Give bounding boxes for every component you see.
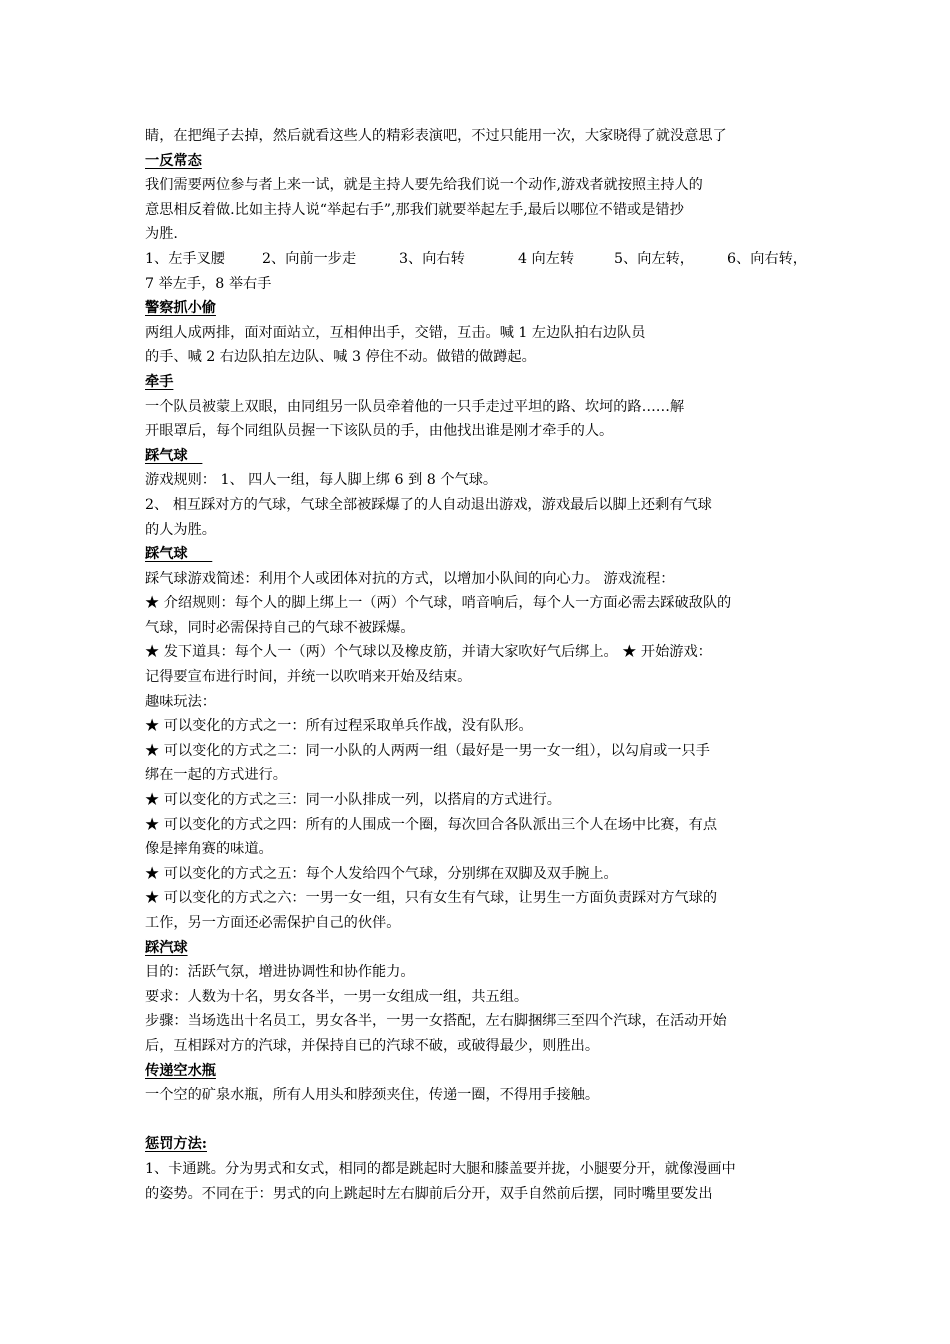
intro-line: 睛，在把绳子去掉，然后就看这些人的精彩表演吧，不过只能用一次，大家晓得了就没意思了 — [145, 128, 727, 144]
paragraph-line: ★ 介绍规则：每个人的脚上绑上一（两）个气球，哨音响后，每个人一方面必需去踩破敌队的 — [145, 595, 732, 612]
paragraph-line: ★ 发下道具：每个人一（两）个气球以及橡皮筋，并请大家吹好气后绑上。 ★ 开始游戏： — [145, 644, 712, 661]
paragraph-line: ★ 可以变化的方式之二：同一小队的人两两一组（最好是一男一女一组），以勾肩或一只手 — [145, 742, 710, 759]
paragraph-line: 游戏规则： 1、 四人一组，每人脚上绑 6 到 8 个气球。 — [145, 472, 498, 489]
paragraph-line: 的手、喊 2 右边队拍左边队、喊 3 停住不动。做错的做蹲起。 — [145, 349, 536, 366]
option-item: 3、向右转 — [399, 250, 465, 267]
paragraph-line: 的姿势。不同在于：男式的向上跳起时左右脚前后分开，双手自然前后摆，同时嘴里要发出 — [145, 1185, 713, 1202]
option-item: 6、向右转， — [727, 250, 807, 267]
option-item: 4 向左转 — [518, 250, 575, 267]
paragraph-line: 工作，另一方面还必需保护自己的伙伴。 — [145, 915, 401, 931]
section-title-caiqiqiu-3: 踩汽球 — [145, 939, 188, 956]
blank-line — [145, 1108, 807, 1133]
section-title-yifanchangtai: 一反常态 — [145, 152, 202, 169]
section-title-jingchazhuaxiaotou: 警察抓小偷 — [145, 300, 216, 317]
paragraph-line: ★ 可以变化的方式之六：一男一女一组，只有女生有气球，让男生一方面负责踩对方气球的 — [145, 890, 718, 907]
paragraph-line: 要求：人数为十名，男女各半，一男一女组成一组，共五组。 — [145, 988, 529, 1005]
options-line — [145, 247, 807, 272]
paragraph-line: ★ 可以变化的方式之三：同一小队排成一列，以搭肩的方式进行。 — [145, 792, 561, 809]
paragraph-line: 步骤：当场选出十名员工，男女各半，一男一女搭配，左右脚捆绑三至四个汽球，在活动开始 — [145, 1013, 727, 1030]
paragraph-line: 1、卡通跳。分为男式和女式，相同的都是跳起时大腿和膝盖要并拢，小腿要分开，就像漫画中 — [145, 1160, 736, 1177]
paragraph-line: 一个队员被蒙上双眼，由同组另一队员牵着他的一只手走过平坦的路、坎坷的路……解 — [145, 398, 685, 415]
option-item: 1、左手叉腰 — [145, 250, 225, 267]
paragraph-line: 后，互相踩对方的汽球，并保持自已的汽球不破，或破得最少，则胜出。 — [145, 1037, 600, 1054]
section-title-chengfa: 惩罚方法: — [145, 1136, 207, 1153]
document-page — [145, 124, 807, 1206]
paragraph-line: 绑在一起的方式进行。 — [145, 767, 287, 784]
paragraph-line: 开眼罩后，每个同组队员握一下该队员的手，由他找出谁是刚才牵手的人。 — [145, 423, 614, 440]
paragraph-line: 意思相反着做.比如主持人说“举起右手”,那我们就要举起左手,最后以哪位不错或是错抄 — [145, 201, 684, 218]
paragraph-line: 踩气球游戏简述：利用个人或团体对抗的方式，以增加小队间的向心力。 游戏流程： — [145, 570, 675, 587]
section-title-caiqiqiu-1: 踩气球 — [145, 447, 203, 464]
paragraph-line: ★ 可以变化的方式之四：所有的人围成一个圈，每次回合各队派出三个人在场中比赛，有点 — [145, 816, 718, 833]
paragraph-line: 的人为胜。 — [145, 521, 216, 538]
section-title-caiqiqiu-2: 踩气球 — [145, 546, 213, 563]
paragraph-line: 一个空的矿泉水瓶，所有人用头和脖颈夹住，传递一圈，不得用手接触。 — [145, 1087, 600, 1104]
section-title-chuandi: 传递空水瓶 — [145, 1062, 216, 1079]
paragraph-line: 目的：活跃气氛，增进协调性和协作能力。 — [145, 964, 415, 981]
paragraph-line: 像是摔角赛的味道。 — [145, 841, 273, 858]
paragraph-line: 两组人成两排，面对面站立，互相伸出手，交错，互击。喊 1 左边队拍右边队员 — [145, 324, 646, 341]
paragraph-line: 记得要宣布进行时间，并统一以吹哨来开始及结束。 — [145, 669, 472, 686]
paragraph-line: 气球，同时必需保持自己的气球不被踩爆。 — [145, 619, 415, 636]
paragraph-line: 我们需要两位参与者上来一试，就是主持人要先给我们说一个动作,游戏者就按照主持人的 — [145, 177, 703, 194]
paragraph-line: 7 举左手，8 举右手 — [145, 275, 272, 292]
paragraph-line: 为胜. — [145, 226, 178, 243]
paragraph-line: ★ 可以变化的方式之一：所有过程采取单兵作战，没有队形。 — [145, 718, 533, 735]
paragraph-line: ★ 可以变化的方式之五：每个人发给四个气球，分别绑在双脚及双手腕上。 — [145, 865, 618, 882]
option-item: 5、向左转， — [614, 250, 694, 267]
paragraph-line: 趣味玩法： — [145, 693, 216, 710]
section-title-qianshou: 牵手 — [145, 373, 174, 390]
paragraph-line: 2、 相互踩对方的气球，气球全部被踩爆了的人自动退出游戏，游戏最后以脚上还剩有气球 — [145, 496, 712, 513]
option-item: 2、向前一步走 — [262, 250, 357, 267]
